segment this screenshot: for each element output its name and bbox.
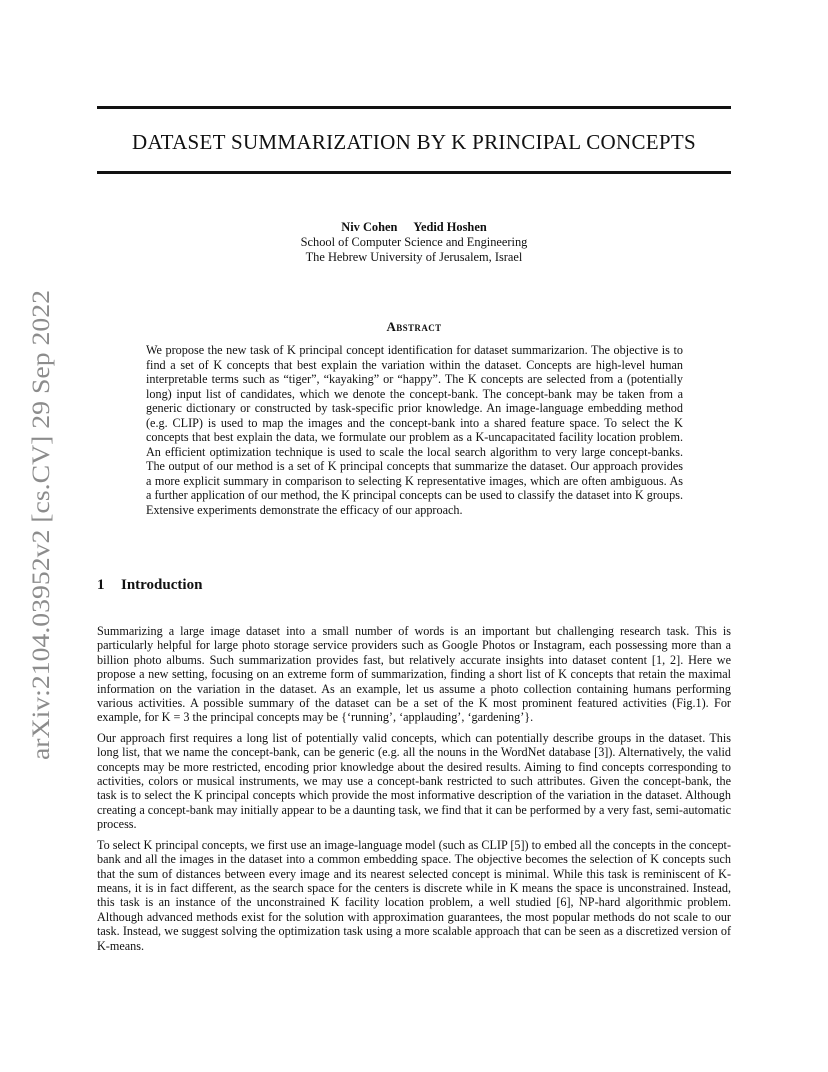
body-text	[97, 624, 731, 959]
paragraph: Our approach first requires a long list of potentially valid concepts, which can potentially describe groups in the dataset. This long list, that we name the concept-bank, can be generic (e.g. all the nouns in the WordNet database [3]). Alternatively, the valid concepts may be more restricted, encoding prior knowledge about the desired results. Aiming to find concepts corresponding to activities, colors or musical instruments, we may use a concept-bank restricted to such attributes. Given the concept-bank, the task is to select the K principal concepts which provide the most informative description of the variation in the dataset. Although creating a concept-bank may initially appear to be a daunting task, we find that it can be performed by a very fast, semi-automatic process.	[97, 730, 731, 832]
title-part: K P	[451, 130, 485, 154]
paper-title	[97, 130, 731, 155]
title-part: S	[230, 130, 243, 154]
section-title: Introduction	[121, 577, 203, 593]
title-part: RINCIPAL	[484, 130, 587, 154]
section-number: 1	[97, 577, 105, 593]
arxiv-stamp-svg	[25, 290, 55, 760]
title-rule-top	[97, 106, 731, 109]
paragraph: To select K principal concepts, we first use an image-language model (such as CLIP [5]) to embed all the concepts in the concept-bank and all the images in the dataset into a common embedding space. The objective becomes the selection of K concepts such that the sum of distances between every image and its nearest selected concept is minimal. While this task is reminiscent of K-means, it is in fact different, as the search space for the centers is discrete while in K means the space is unconstrained. Instead, this task is an instance of the unconstrained K facility location problem, a well studied [6], NP-hard algorithmic problem. Although advanced methods exist for the solution with approximation guarantees, the most popular methods do not scale to our task. Instead, we suggest solving the optimization task using a more scalable approach that can be seen as a discretized version of K-means.	[97, 837, 731, 953]
title-part: C	[586, 130, 601, 154]
affiliation-line: The Hebrew University of Jerusalem, Israel	[305, 250, 523, 264]
arxiv-stamp-text: arXiv:2104.03952v2 [cs.CV] 29 Sep 2022	[28, 336, 55, 760]
title-part: ATASET	[147, 130, 231, 154]
paragraph: Summarizing a large image dataset into a small number of words is an important but challenging research task. This is particularly helpful for large photo storage service providers such as Google Photos or Instagram, each possessing more than a billion photo albums. Such summarization provides fast, but relatively accurate insights into dataset content [1, 2]. Here we propose a new setting, focusing on an extreme form of summarization, finding a short list of K concepts that retain the maximal information on the variation in the dataset. As an example, let us assume a photo collection containing humans performing various activities. A possible summary of the dataset can be a set of the K most prominent featured activities (Fig.1). For example, for K = 3 the principal concepts may be {‘running’, ‘applauding’, ‘gardening’}.	[97, 624, 731, 725]
author-name: Niv Cohen	[341, 220, 398, 234]
title-part: D	[132, 130, 148, 154]
title-part: ONCEPTS	[600, 130, 696, 154]
title-rule-bottom	[97, 171, 731, 174]
author-names	[97, 220, 731, 235]
abstract-heading: Abstract	[386, 319, 442, 334]
author-name: Yedid Hoshen	[413, 220, 487, 234]
arxiv-stamp	[25, 290, 55, 760]
author-block	[97, 220, 731, 265]
affiliation-line: School of Computer Science and Engineering	[300, 235, 528, 249]
abstract-text: We propose the new task of K principal concept identification for dataset summarizarion. The objective is to find a set of K concepts that best explain the variation within the dataset. Concepts are high-level human interpretable terms such as “tiger”, “kayaking” or “happy”. The K concepts are selected from a (potentially long) input list of candidates, which we denote the concept-bank. The concept-bank may be taken from a generic dictionary or constructed by task-specific prior knowledge. An image-language embedding method (e.g. CLIP) is used to map the images and the concept-bank into a shared feature space. To select the K concepts that best explain the data, we formulate our problem as a K-uncapacitated facility location problem. An efficient optimization technique is used to scale the local search algorithm to very large concept-banks. The output of our method is a set of K principal concepts that summarize the dataset. Our approach provides a more explicit summary in comparison to selecting K representative images, which are often ambiguous. As a further application of our method, the K principal concepts can be used to classify the dataset into K groups. Extensive experiments demonstrate the efficacy of our approach.	[146, 343, 683, 517]
title-part: UMMARIZATION BY	[242, 130, 452, 154]
section-heading	[97, 577, 202, 594]
